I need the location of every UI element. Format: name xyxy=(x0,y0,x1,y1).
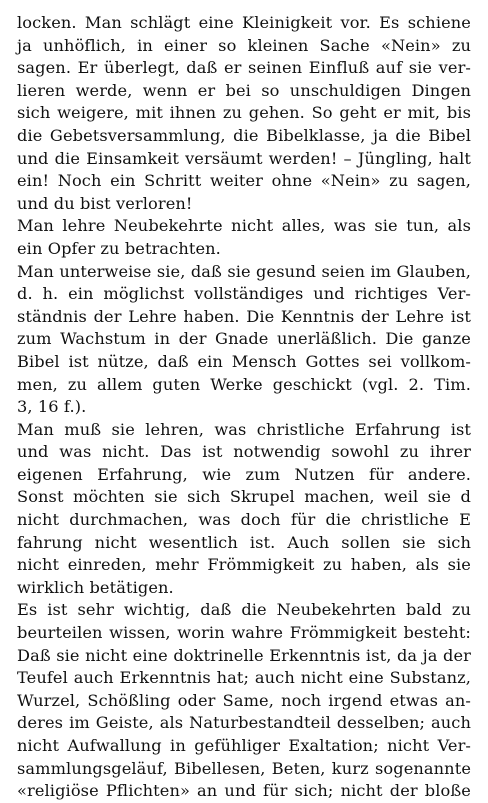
text-line: Sonst möchten sie sich Skrupel machen, weil sie d xyxy=(17,487,471,507)
text-line: d. h. ein möglichst vollständiges und richtiges Ver- xyxy=(17,284,471,304)
text-line: Man lehre Neubekehrte nicht alles, was sie tun, als xyxy=(17,216,471,236)
text-line: lieren werde, wenn er bei so unschuldigen Dingen xyxy=(17,80,471,100)
text-line: Teufel auch Erkenntnis hat; auch nicht eine Substanz, xyxy=(17,668,471,688)
text-line: nicht durchmachen, was doch für die christliche E xyxy=(17,510,471,530)
text-line: eigenen Erfahrung, wie zum Nutzen für andere. xyxy=(17,464,471,484)
text-line: sammlungsgeläuf, Bibellesen, Beten, kurz sogenannte xyxy=(17,758,471,778)
text-line: ein! Noch ein Schritt weiter ohne «Nein» zu sagen, xyxy=(17,171,471,191)
text-line: ständnis der Lehre haben. Die Kenntnis der Lehre ist xyxy=(17,306,471,326)
text-line: 3, 16 f.). xyxy=(17,397,87,417)
text-line: und was nicht. Das ist notwendig sowohl zu ihrer xyxy=(17,442,471,462)
text-line: fahrung nicht wesentlich ist. Auch sollen sie sich xyxy=(17,532,471,552)
text-line: ja unhöflich, in einer so kleinen Sache «Nein» zu xyxy=(17,35,471,55)
book-page-text xyxy=(17,12,471,801)
text-line: nicht einreden, mehr Frömmigkeit zu haben, als sie xyxy=(17,555,471,575)
text-line: und die Einsamkeit versäumt werden! – Jüngling, halt xyxy=(17,148,471,168)
text-line: wirklich betätigen. xyxy=(17,577,174,597)
text-line: sagen. Er überlegt, daß er seinen Einfluß auf sie ver- xyxy=(17,58,471,78)
text-line: «religiöse Pflichten» an und für sich; nicht der bloße xyxy=(17,781,471,801)
text-line: zum Wachstum in der Gnade unerläßlich. Die ganze xyxy=(17,329,471,349)
text-line: Man unterweise sie, daß sie gesund seien im Glauben, xyxy=(17,261,471,281)
text-line: beurteilen wissen, worin wahre Frömmigkeit besteht: xyxy=(17,623,471,643)
text-line: Bibel ist nütze, daß ein Mensch Gottes sei vollkom- xyxy=(17,351,471,371)
text-line: sich weigere, mit ihnen zu gehen. So geht er mit, bis xyxy=(17,103,471,123)
text-line: Daß sie nicht eine doktrinelle Erkenntnis ist, da ja der xyxy=(17,645,471,665)
text-line: nicht Aufwallung in gefühliger Exaltation; nicht Ver- xyxy=(17,736,471,755)
text-line: men, zu allem guten Werke geschickt (vgl. 2. Tim. xyxy=(17,374,471,394)
text-line: locken. Man schlägt eine Kleinigkeit vor. Es schiene xyxy=(17,13,471,32)
text-line: deres im Geiste, als Naturbestandteil desselben; auch xyxy=(17,713,471,733)
text-line: die Gebetsversammlung, die Bibelklasse, ja die Bibel xyxy=(17,125,471,145)
text-line: Wurzel, Schößling oder Same, noch irgend etwas an- xyxy=(17,690,471,710)
text-line: ein Opfer zu betrachten. xyxy=(17,238,221,258)
text-line: Es ist sehr wichtig, daß die Neubekehrten bald zu xyxy=(17,600,471,620)
text-line: Man muß sie lehren, was christliche Erfahrung ist xyxy=(17,419,471,439)
text-line: und du bist verloren! xyxy=(17,193,193,213)
